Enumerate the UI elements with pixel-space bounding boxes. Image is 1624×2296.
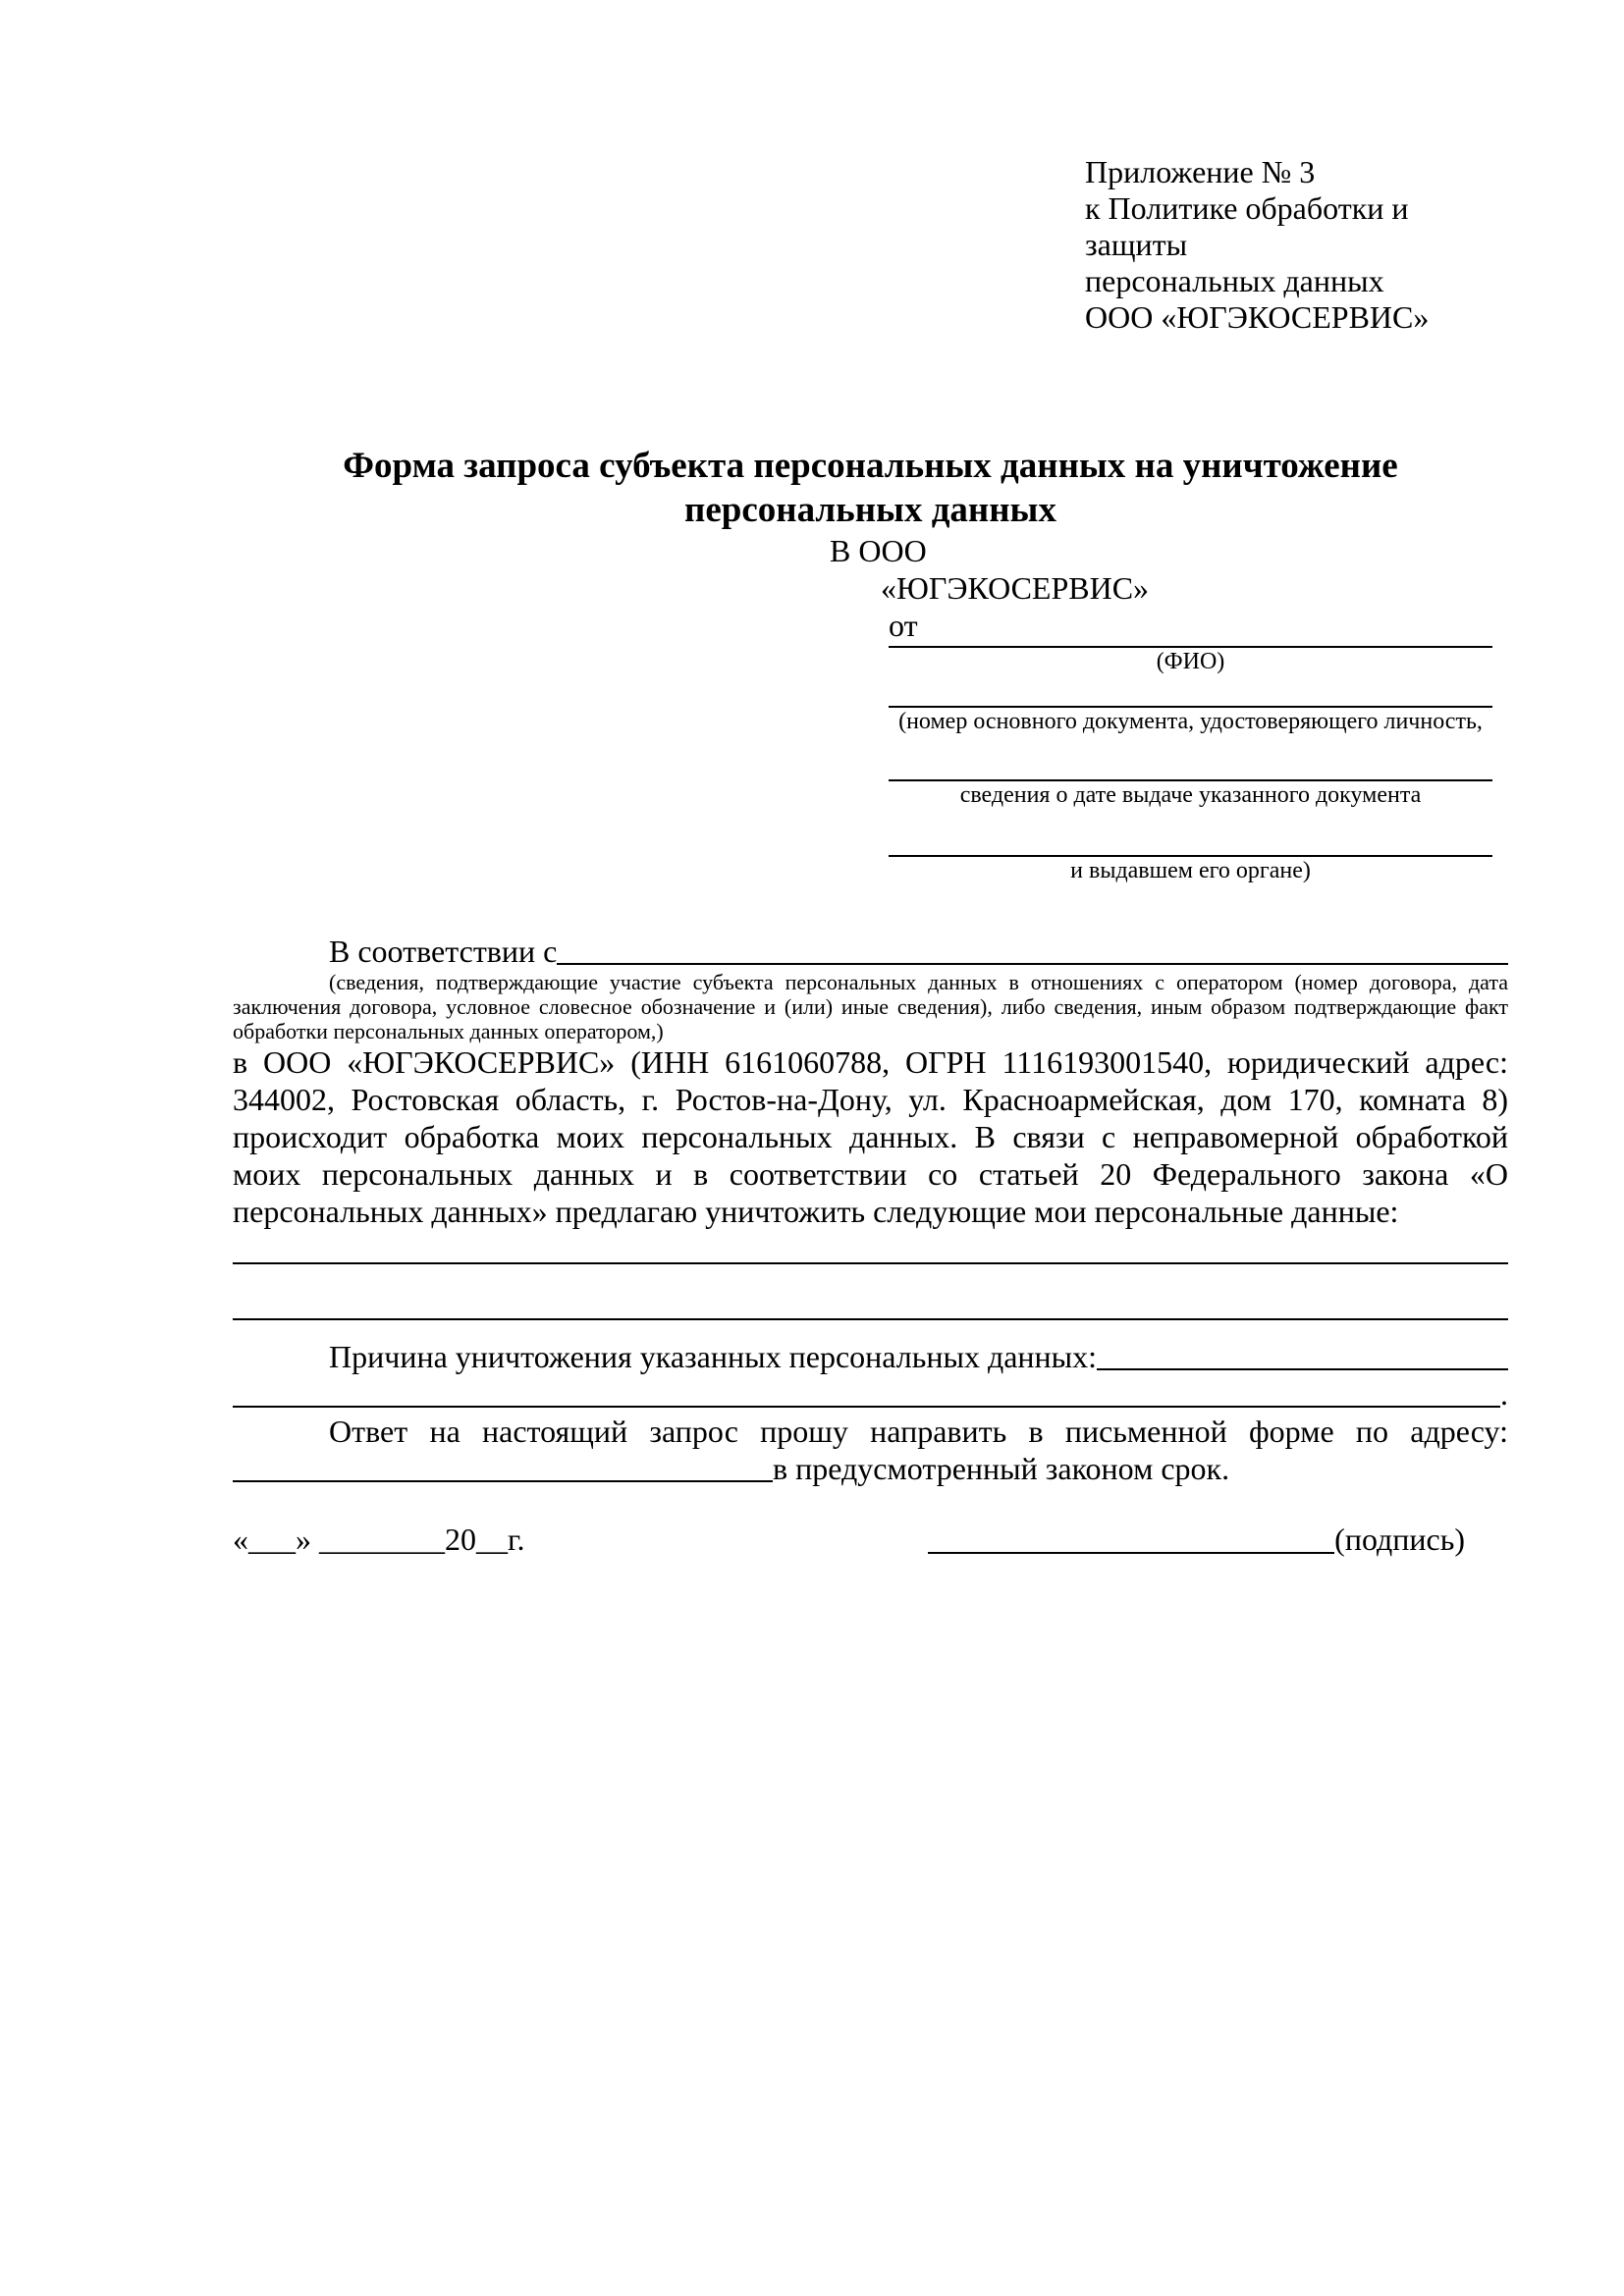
reason-blank-line xyxy=(1097,1368,1508,1370)
reason-blank-line-2 xyxy=(233,1406,1500,1408)
doc-number-caption: (номер основного документа, удостоверяющего личность, xyxy=(898,709,1483,734)
address-blank-row xyxy=(233,1450,1508,1487)
footnote-line: заключения договора, условное словесное обозначение и (или) иные сведения), либо сведения, иным образом подтверждающие факт xyxy=(233,994,1508,1019)
body-line: происходит обработка моих персональных данных. В связи с неправомерной обработкой xyxy=(233,1119,1508,1154)
applicant-blanks xyxy=(889,646,1492,884)
doc-issuer-caption: и выдавшем его органе) xyxy=(1070,858,1311,883)
body-paragraph xyxy=(233,1043,1508,1230)
answer-line: Ответ на настоящий запрос прошу направить в письменной форме по адресу: xyxy=(329,1414,1508,1449)
signature-caption: (подпись) xyxy=(1334,1522,1465,1557)
accordance-row xyxy=(233,933,1508,970)
accordance-lead: В соответствии с xyxy=(329,934,558,969)
body-line: персональных данных» предлагаю уничтожить следующие мои персональные данные: xyxy=(233,1194,1399,1229)
data-blank-line-1 xyxy=(233,1230,1508,1264)
footnote-line: обработки персональных данных оператором,) xyxy=(233,1019,664,1043)
appendix-line: ООО «ЮГЭКОСЕРВИС» xyxy=(1085,299,1430,335)
signature-blank-line xyxy=(928,1552,1334,1554)
addressee-block xyxy=(233,532,1508,644)
form-title-line1: Форма запроса субъекта персональных данных на уничтожение xyxy=(343,446,1398,486)
footnote-line: (сведения, подтверждающие участие субъекта персональных данных в отношениях с оператором (номер договора, дата xyxy=(329,970,1508,994)
addressee-from: от xyxy=(889,608,918,643)
appendix-line: Приложение № 3 xyxy=(1085,154,1316,189)
date-blank: «___» ________20__г. xyxy=(233,1522,525,1557)
reason-continuation-row xyxy=(233,1375,1508,1413)
accordance-blank-line xyxy=(557,963,1508,965)
appendix-line: персональных данных xyxy=(1085,263,1384,298)
doc-issue-date-caption: сведения о дате выдаче указанного документа xyxy=(959,782,1422,808)
reason-period: . xyxy=(1500,1376,1508,1412)
body-line: в ООО «ЮГЭКОСЕРВИС» (ИНН 6161060788, ОГРН 1116193001540, юридический адрес: xyxy=(233,1044,1508,1080)
appendix-block xyxy=(1085,154,1508,336)
data-blank-line-2 xyxy=(233,1264,1508,1320)
footnote-block xyxy=(233,970,1508,1043)
fio-caption: (ФИО) xyxy=(1156,649,1225,674)
appendix-line: к Политике обработки и защиты xyxy=(1085,190,1409,262)
reason-lead: Причина уничтожения указанных персональных данных: xyxy=(329,1339,1098,1374)
body-line: моих персональных данных и в соответствии со статьей 20 Федерального закона «О xyxy=(233,1156,1508,1192)
signoff-row xyxy=(233,1520,1508,1559)
answer-tail: в предусмотренный законом срок. xyxy=(773,1451,1230,1486)
address-blank-line xyxy=(233,1480,773,1482)
body-line: 344002, Ростовская область, г. Ростов-на-Дону, ул. Красноармейская, дом 170, комната 8) xyxy=(233,1082,1508,1117)
addressee-org: «ЮГЭКОСЕРВИС» xyxy=(881,570,1150,606)
form-title xyxy=(233,444,1508,532)
addressee-to: В ООО xyxy=(830,533,927,568)
reason-row xyxy=(233,1338,1508,1375)
form-title-line2: персональных данных xyxy=(684,490,1056,530)
